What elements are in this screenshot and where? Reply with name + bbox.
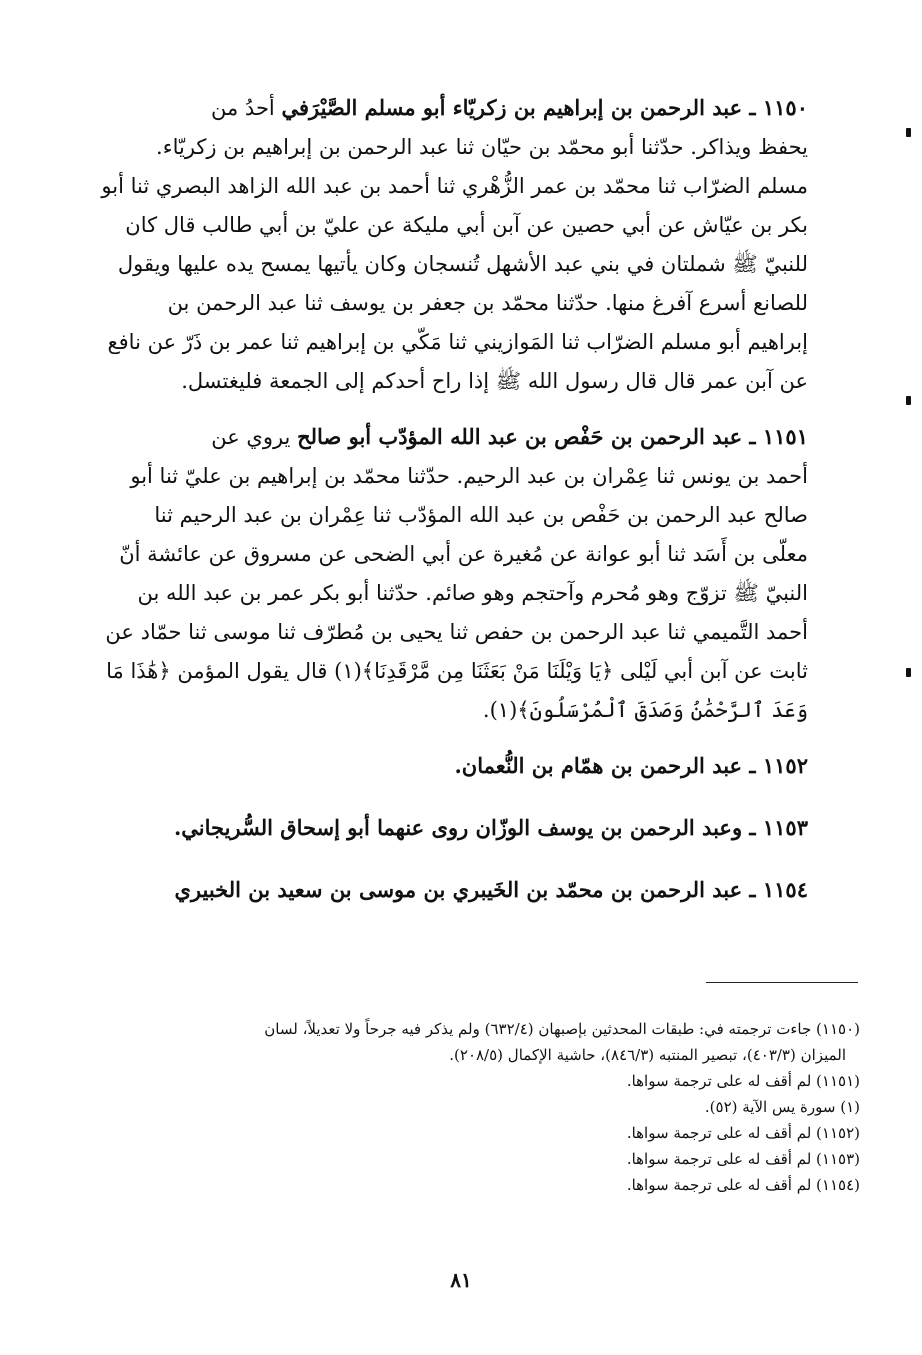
entry-1152: ١١٥٢ ـ عبد الرحمن بن همّام بن النُّعمان. xyxy=(454,753,808,778)
main-text xyxy=(100,88,808,932)
footnote: (١١٥١) لم أقف له على ترجمة سواها. xyxy=(626,1072,860,1090)
entry-1150 xyxy=(100,88,808,401)
footnote-continuation: الميزان (٤٠٣/٣)، تبصير المنتبه (٨٤٦/٣)، حاشية الإكمال (٢٠٨/٥). xyxy=(449,1046,846,1064)
entry-1154: ١١٥٤ ـ عبد الرحمن بن محمّد بن الخَيبري بن موسى بن سعيد بن الخبيري xyxy=(174,877,808,902)
text-line: للصانع أسرع آفرغ منها. حدّثنا محمّد بن جعفر بن يوسف ثنا عبد الرحمن بن xyxy=(167,291,808,315)
footnote: (١١٥٢) لم أقف له على ترجمة سواها. xyxy=(626,1124,860,1142)
margin-mark xyxy=(906,128,911,137)
text-line: عن آبن عمر قال قال رسول الله ﷺ إذا راح أحدكم إلى الجمعة فليغتسل. xyxy=(181,369,808,393)
text-line: صالح عبد الرحمن بن حَفْص بن عبد الله المؤدّب ثنا عِمْران بن عبد الرحيم ثنا xyxy=(154,503,808,527)
text-line: أحمد التَّميمي ثنا عبد الرحمن بن حفص ثنا يحيى بن مُطرّف ثنا موسى ثنا حمّاد عن xyxy=(105,620,808,644)
text-line: وَعَدَ ٱلرَّحْمَٰنُ وَصَدَقَ ٱلْمُرْسَلُونَ﴾(١). xyxy=(482,698,808,722)
text-line: ١١٥١ ـ عبد الرحمن بن حَفْص بن عبد الله المؤدّب أبو صالح يروي عن xyxy=(211,424,808,449)
text-line: ١١٥٠ ـ عبد الرحمن بن إبراهيم بن زكريّاء أبو مسلم الصَّيْرَفي أحدُ من xyxy=(211,95,808,120)
entry-heading: ١١٥٠ ـ عبد الرحمن بن إبراهيم بن زكريّاء أبو مسلم الصَّيْرَفي xyxy=(281,95,808,120)
footnote: (١) سورة يس الآية (٥٢). xyxy=(704,1098,860,1116)
margin-mark xyxy=(906,668,911,677)
page-number: ٨١ xyxy=(450,1268,472,1292)
entry-heading: ١١٥١ ـ عبد الرحمن بن حَفْص بن عبد الله المؤدّب أبو صالح xyxy=(297,424,808,449)
text-line: ثابت عن آبن أبي لَيْلى ﴿يَا وَيْلَنَا مَنْ بَعَثَنَا مِن مَّرْقَدِنَا﴾(١) قال يقول المؤمن ﴿هَٰذَا مَا xyxy=(106,659,808,683)
entry-1151 xyxy=(100,417,808,730)
footnotes xyxy=(100,1016,860,1198)
footnote: (١١٥٠) جاءت ترجمته في: طبقات المحدثين بإصبهان (٦٣٢/٤) ولم يذكر فيه جرحاً ولا تعديلاً، لسان xyxy=(264,1020,860,1038)
footnote: (١١٥٣) لم أقف له على ترجمة سواها. xyxy=(626,1150,860,1168)
text-line: يحفظ ويذاكر. حدّثنا أبو محمّد بن حيّان ثنا عبد الرحمن بن إبراهيم بن زكريّاء. xyxy=(156,135,808,159)
margin-mark xyxy=(906,396,911,405)
text-line: بكر بن عيّاش عن أبي حصين عن آبن أبي مليكة عن عليّ بن أبي طالب قال كان xyxy=(125,213,808,237)
text-line: النبيّ ﷺ تزوّج وهو مُحرم وآحتجم وهو صائم. حدّثنا أبو بكر عمر بن عبد الله بن xyxy=(137,581,808,605)
text-line: إبراهيم أبو مسلم الضرّاب ثنا المَوازيني ثنا مَكّي بن إبراهيم ثنا عمر بن ذَرّ عن نافع xyxy=(107,330,808,354)
text-line: أحمد بن يونس ثنا عِمْران بن عبد الرحيم. حدّثنا محمّد بن إبراهيم بن عليّ ثنا أبو xyxy=(130,464,808,488)
text-line: معلّى بن أَسَد ثنا أبو عوانة عن مُغيرة عن أبي الضحى عن مسروق عن عائشة أنّ xyxy=(119,542,808,566)
text-line: مسلم الضرّاب ثنا محمّد بن عمر الزُّهْري ثنا أحمد بن عبد الله الزاهد البصري ثنا أبو xyxy=(101,174,808,198)
footnote-separator xyxy=(706,982,858,983)
footnote: (١١٥٤) لم أقف له على ترجمة سواها. xyxy=(626,1176,860,1194)
entry-1153: ١١٥٣ ـ وعبد الرحمن بن يوسف الوزّان روى عنهما أبو إسحاق السُّريجاني. xyxy=(173,815,808,840)
text-line: للنبيّ ﷺ شملتان في بني عبد الأشهل تُنسجان وكان يأتيها يمسح يده عليها ويقول xyxy=(117,252,808,276)
